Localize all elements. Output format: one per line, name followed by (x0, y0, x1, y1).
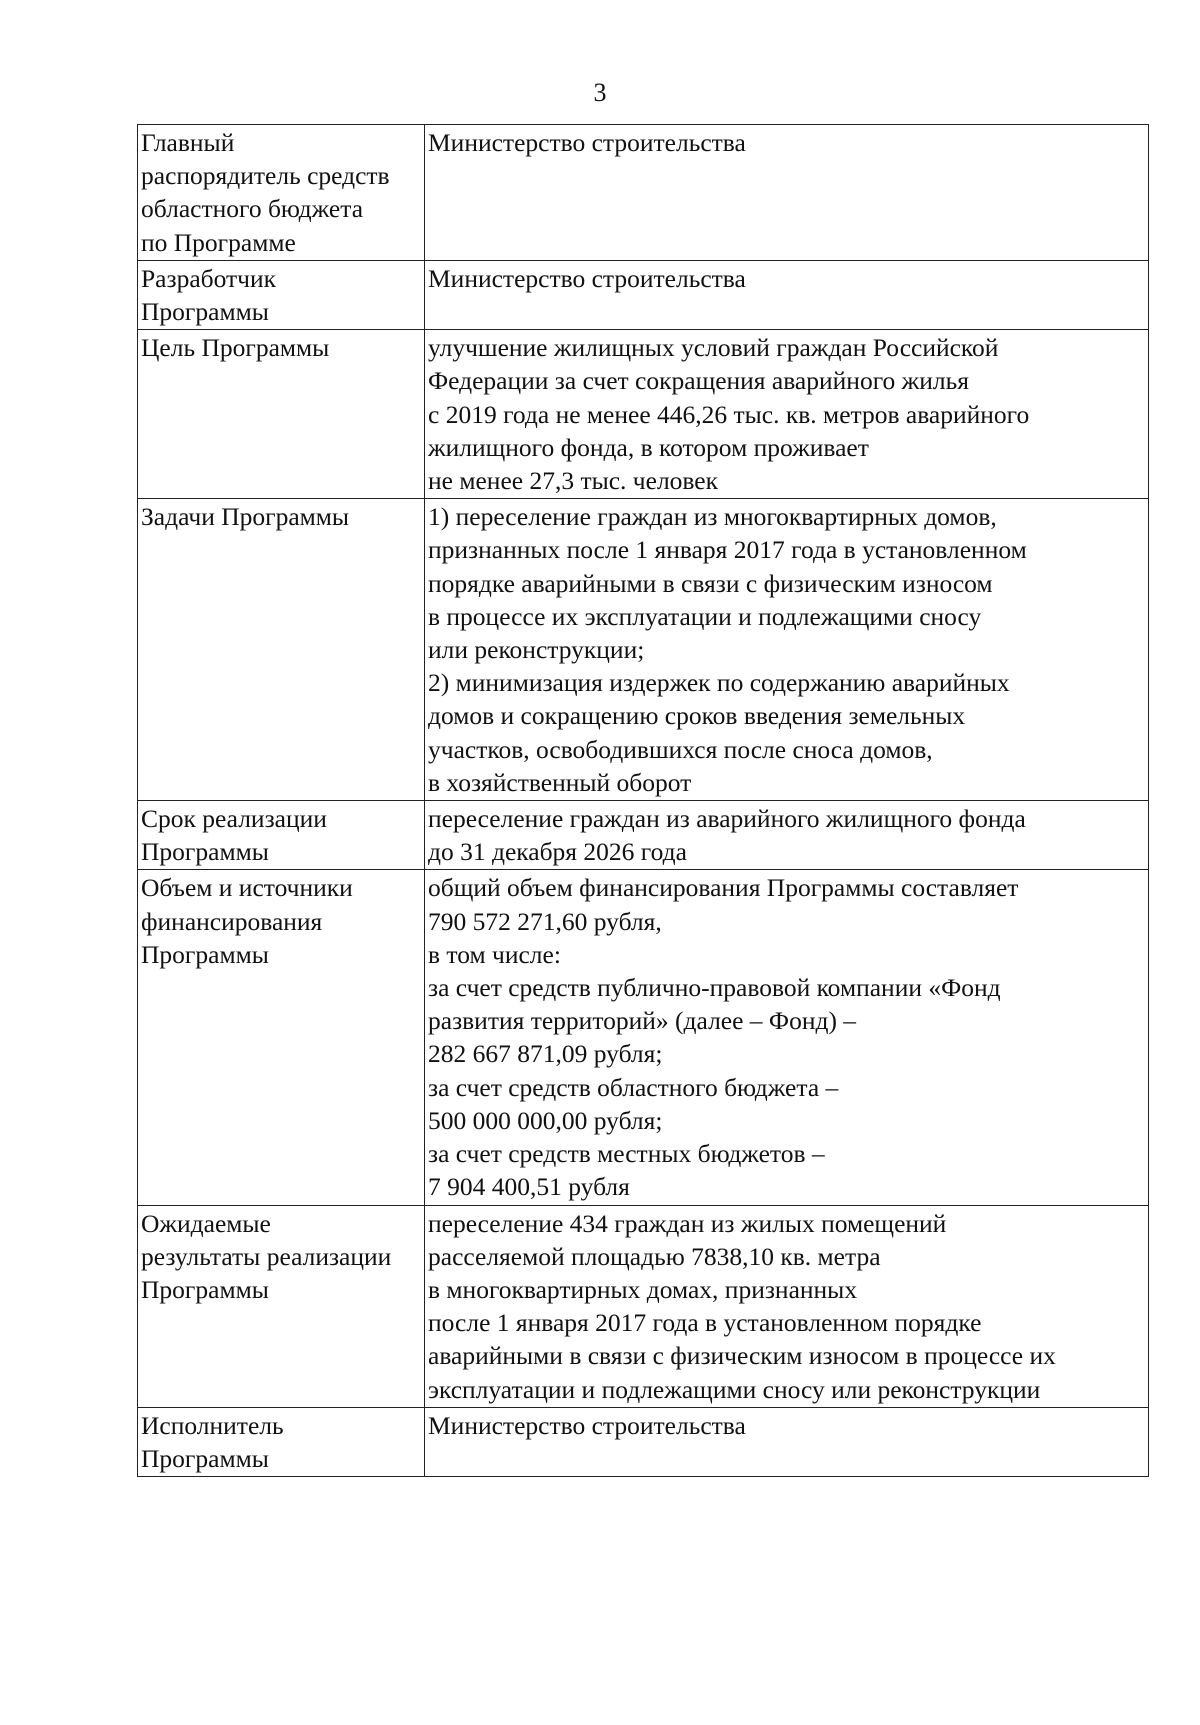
row-value (425, 1205, 1149, 1407)
value-line: в хозяйственный оборот (428, 767, 692, 797)
value-line: Министерство строительства (428, 263, 746, 293)
value-line: за счет средств областного бюджета – (428, 1072, 839, 1102)
row-label (138, 125, 425, 261)
value-line: участков, освободившихся после сноса домов, (428, 734, 933, 764)
row-label (138, 801, 425, 870)
row-value (425, 499, 1149, 801)
row-label (138, 260, 425, 329)
value-line: в многоквартирных домах, признанных (428, 1274, 858, 1304)
page-number: 3 (593, 78, 607, 107)
value-line: Министерство строительства (428, 1410, 746, 1440)
label-line: Программы (141, 939, 269, 969)
value-line: жилищного фонда, в котором проживает (428, 432, 869, 462)
value-line: или реконструкции; (428, 635, 645, 665)
row-label (138, 870, 425, 1205)
label-line: Главный (141, 128, 235, 157)
label-line: Задачи Программы (141, 502, 350, 532)
label-line: результаты реализации (141, 1241, 392, 1271)
label-line: Разработчик (141, 263, 277, 293)
row-value (425, 1407, 1149, 1476)
table-row-tasks (138, 499, 1149, 801)
value-line: Министерство строительства (428, 128, 746, 157)
table-row-funding (138, 870, 1149, 1205)
label-line: областного бюджета (141, 194, 364, 224)
value-line: расселяемой площадью 7838,10 кв. метра (428, 1241, 881, 1271)
row-value (425, 330, 1149, 499)
value-line: развития территорий» (далее – Фонд) – (428, 1006, 857, 1036)
row-value (425, 801, 1149, 870)
label-line: Ожидаемые (141, 1208, 271, 1238)
value-line: 790 572 271,60 рубля, (428, 906, 662, 936)
label-line: Программы (141, 1274, 269, 1304)
value-line: улучшение жилищных условий граждан Российской (428, 333, 999, 363)
row-label (138, 499, 425, 801)
row-label (138, 1205, 425, 1407)
label-line: финансирования (141, 906, 323, 936)
value-line: общий объем финансирования Программы составляет (428, 873, 1019, 903)
label-line: Исполнитель (141, 1410, 284, 1440)
value-line: переселение 434 граждан из жилых помещений (428, 1208, 947, 1238)
value-line: в том числе: (428, 939, 561, 969)
label-line: Программы (141, 1443, 269, 1473)
value-line: до 31 декабря 2026 года (428, 837, 687, 867)
table-row-goal (138, 330, 1149, 499)
table-row-expected-results (138, 1205, 1149, 1407)
row-label (138, 1407, 425, 1476)
label-line: по Программе (141, 227, 296, 257)
table-row-chief-administrator (138, 125, 1149, 261)
value-line: переселение граждан из аварийного жилищного фонда (428, 804, 1026, 834)
row-value (425, 260, 1149, 329)
value-line: за счет средств публично-правовой компании «Фонд (428, 973, 1001, 1003)
value-line: после 1 января 2017 года в установленном порядке (428, 1308, 982, 1338)
value-line: 500 000 000,00 рубля; (428, 1105, 663, 1135)
table-row-developer (138, 260, 1149, 329)
value-line: 7 904 400,51 рубля (428, 1172, 630, 1202)
value-line: 282 667 871,09 рубля; (428, 1039, 663, 1069)
label-line: Цель Программы (141, 333, 330, 363)
value-line: с 2019 года не менее 446,26 тыс. кв. метров аварийного (428, 399, 1030, 429)
value-line: эксплуатации и подлежащими сносу или реконструкции (428, 1374, 1041, 1404)
value-line: признанных после 1 января 2017 года в установленном (428, 535, 1027, 565)
row-value (425, 870, 1149, 1205)
label-line: Программы (141, 837, 269, 867)
value-line: домов и сокращению сроков введения земельных (428, 701, 966, 731)
table-row-term (138, 801, 1149, 870)
label-line: распорядитель средств (141, 161, 390, 191)
value-line: за счет средств местных бюджетов – (428, 1139, 825, 1169)
label-line: Срок реализации (141, 804, 327, 834)
row-label (138, 330, 425, 499)
value-line: 1) переселение граждан из многоквартирных домов, (428, 502, 997, 532)
value-line: 2) минимизация издержек по содержанию аварийных (428, 668, 1010, 698)
value-line: в процессе их эксплуатации и подлежащими сносу (428, 601, 982, 631)
value-line: не менее 27,3 тыс. человек (428, 466, 719, 496)
label-line: Программы (141, 297, 269, 327)
program-passport-table (137, 124, 1149, 1477)
value-line: аварийными в связи с физическим износом в процессе их (428, 1341, 1056, 1371)
table-row-executor (138, 1407, 1149, 1476)
row-value (425, 125, 1149, 261)
value-line: порядке аварийными в связи с физическим износом (428, 568, 993, 598)
label-line: Объем и источники (141, 873, 353, 903)
value-line: Федерации за счет сокращения аварийного жилья (428, 366, 969, 396)
